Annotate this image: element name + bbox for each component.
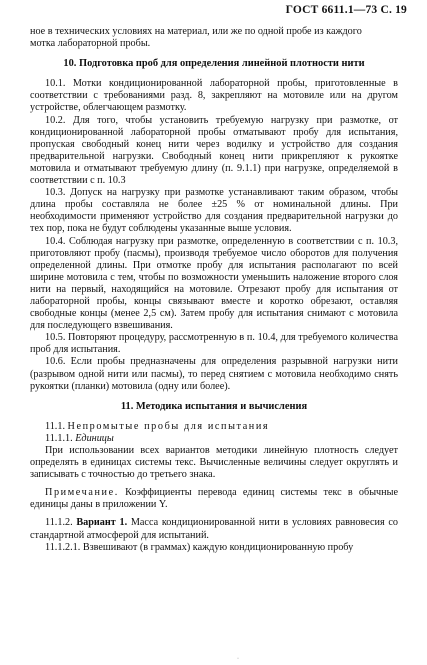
paragraph-10-3: 10.3. Допуск на нагрузку при размотке устанавливают таким образом, чтобы длина пробы составляла не более ±25 % от номинальной длины. При необходимости применяют устройство для создания предварительной нагрузки до тех пор, пока не будут соблюдены указанные выше условия. (30, 187, 398, 235)
note-text: Коэффициенты перевода единиц системы текс в обычные единицы даны в приложении Y. (30, 487, 398, 511)
paragraph-10-5: 10.5. Повторяют процедуру, рассмотренную в п. 10.4, для требуемого количества проб для испытания. (30, 332, 398, 356)
clause-11-1-2-text: Масса кондиционированной нити в условиях равновесия со стандартной атмосферой для испытаний. (30, 517, 398, 541)
clause-11-1-1-number: 11.1.1. (45, 432, 73, 444)
clause-11-1-1-title: Единицы (75, 432, 114, 444)
clause-11-1-2-variant: Вариант 1. (76, 517, 128, 529)
paragraph-10-1: 10.1. Мотки кондиционированной лабораторной пробы, приготовленные в соответствии с требованиями разд. 8, закрепляют на мотовиле или на другом устройстве, облегчающем размотку. (30, 78, 398, 114)
paragraph-10-6: 10.6. Если пробы предназначены для определения разрывной нагрузки нити (разрывом одной нити или пасмы), то перед снятием с мотовила необходимо снять рукоятки (планки) мотовила (одну или более). (30, 356, 398, 392)
clause-11-1-2 (30, 517, 398, 541)
paragraph-10-2: 10.2. Для того, чтобы установить требуемую нагрузку при размотке, от кондиционированной лабораторной пробы отматывают пробу для испытания, пропуская свободный конец нити через водилку и устройство для создания предварительной нагрузки. Свободный конец нити прикрепляют к рукоятке мотовила и отматывают требуемую длину (п. 9.1.1) при нагрузке, определяемой в соответствии с п. 10.3 (30, 114, 398, 187)
page-header: ГОСТ 6611.1—73 С. 19 (285, 4, 407, 16)
clause-11-1-2-number: 11.1.2. (45, 517, 73, 529)
page-body (30, 26, 398, 554)
intro-line-2: мотка лабораторной пробы. (30, 38, 151, 50)
clause-11-1 (30, 421, 398, 433)
section-10-heading: 10. Подготовка проб для определения линейной плотности нити (63, 58, 365, 70)
clause-11-1-1 (30, 433, 398, 445)
paragraph-10-4: 10.4. Соблюдая нагрузку при размотке, определенную в соответствии с п. 10.3, приготовляют пробу (пасмы), производя требуемое число оборотов для получения определенной длины. При отмотке пробу для испытания располагают по всей ширине мотовила с тем, чтобы по возможности уменьшить наложение второго слоя нити на первый, находящийся на мотовиле. Отрезают пробу для испытания от лабораторной пробы, концы связывают вместе и коротко обрезают, оставляя свободные концы (менее 2,5 см). Затем пробу для испытания снимают с мотовила для последующего взвешивания. (30, 235, 398, 332)
scan-mark: · (237, 656, 239, 662)
clause-11-1-2-1: 11.1.2.1. Взвешивают (в граммах) каждую кондиционированную пробу (45, 541, 354, 553)
section-11-heading: 11. Методика испытания и вычисления (120, 400, 308, 412)
intro-line-1: ное в технических условиях на материал, или же по одной пробе из каждого (30, 26, 362, 37)
paragraph-units: При использовании всех вариантов методики линейную плотность следует определять в единицах системы текс. Вычисленные величины следует округлять и записывать с точностью до третьего знака. (30, 445, 398, 481)
note-label: Примечание. (45, 487, 119, 499)
clause-11-1-title: Непромытые пробы для испытания (67, 420, 270, 432)
note (30, 487, 398, 511)
clause-11-1-number: 11.1. (45, 420, 65, 432)
